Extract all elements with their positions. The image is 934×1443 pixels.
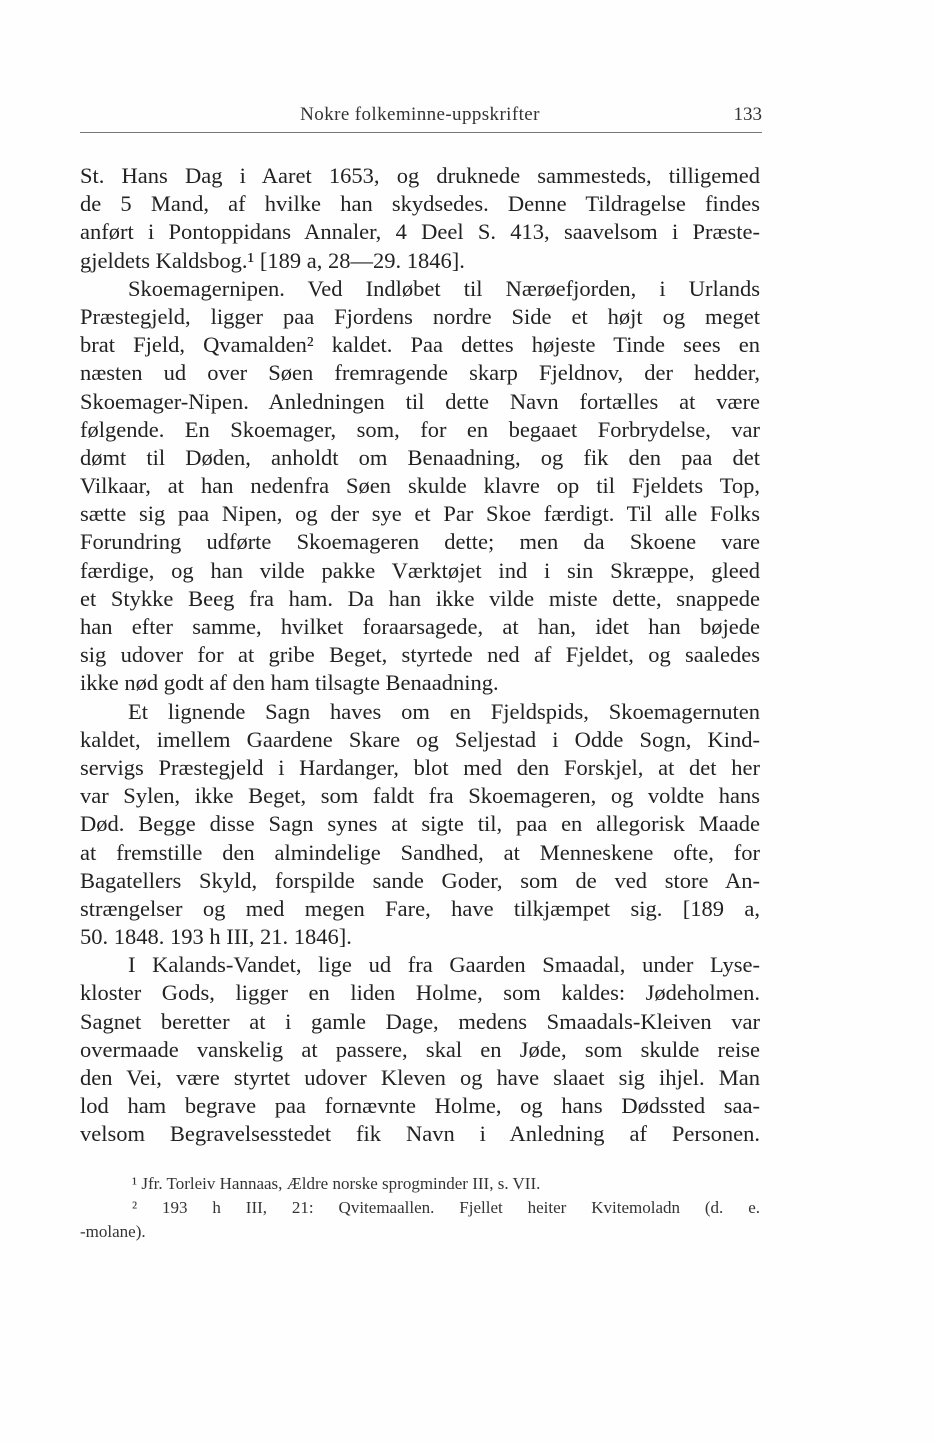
- text-line: St. Hans Dag i Aaret 1653, og druknede sammesteds, tilligemed: [80, 163, 760, 188]
- text-line: kaldet, imellem Gaardene Skare og Seljestad i Odde Sogn, Kind-: [80, 726, 760, 752]
- text-line: 50. 1848. 193 h III, 21. 1846].: [80, 924, 352, 950]
- text-line: dømt til Døden, anholdt om Benaadning, og fik den paa det: [80, 444, 760, 470]
- text-line: at fremstille den almindelige Sandhed, at Menneskene ofte, for: [80, 839, 760, 865]
- text-line: Præstegjeld, ligger paa Fjordens nordre Side et højt og meget: [80, 303, 760, 329]
- header-rule: [80, 132, 762, 133]
- footnote: ¹ Jfr. Torleiv Hannaas, Ældre norske sprogminder III, s. VII.: [132, 1174, 541, 1193]
- text-line: brat Fjeld, Qvamalden² kaldet. Paa dettes højeste Tinde sees en: [80, 332, 760, 358]
- text-line: Forundring udførte Skoemageren dette; men da Skoene vare: [80, 529, 760, 555]
- text-line: Skoemager-Nipen. Anledningen til dette Navn fortælles at være: [80, 388, 760, 414]
- body-text: [80, 162, 760, 1149]
- text-line: Vilkaar, at han nedenfra Søen skulde klavre op til Fjeldets Top,: [80, 473, 760, 499]
- text-line: sætte sig paa Nipen, og der sye et Par Skoe færdigt. Til alle Folks: [80, 501, 760, 527]
- text-line: anført i Pontoppidans Annaler, 4 Deel S. 413, saavelsom i Præste-: [80, 219, 760, 245]
- text-line: Et lignende Sagn haves om en Fjeldspids, Skoemagernuten: [128, 698, 760, 724]
- text-line: var Sylen, ikke Beget, som faldt fra Skoemageren, og voldte hans: [80, 783, 760, 809]
- text-line: Bagatellers Skyld, forspilde sande Goder, som de ved store An-: [80, 867, 760, 893]
- text-line: færdige, og han vilde pakke Værktøjet ind i sin Skræppe, gleed: [80, 557, 760, 583]
- running-head-title: Nokre folkeminne-uppskrifter: [300, 104, 540, 125]
- text-line: velsom Begravelsesstedet fik Navn i Anledning af Personen.: [80, 1121, 760, 1147]
- text-line: han efter samme, hvilket foraarsagede, at han, idet han bøjede: [80, 614, 760, 639]
- text-line: I Kalands-Vandet, lige ud fra Gaarden Smaadal, under Lyse-: [128, 952, 760, 978]
- text-line: Død. Begge disse Sagn synes at sigte til, paa en allegorisk Maade: [80, 811, 760, 837]
- text-line: overmaade vanskelig at passere, skal en Jøde, som skulde reise: [80, 1036, 760, 1062]
- text-line: Sagnet beretter at i gamle Dage, medens Smaadals-Kleiven var: [80, 1008, 760, 1034]
- footnote: ² 193 h III, 21: Qvitemaallen. Fjellet heiter Kvitemoladn (d. e.: [132, 1198, 760, 1217]
- text-line: et Stykke Beeg fra ham. Da han ikke vilde miste dette, snappede: [80, 585, 760, 611]
- text-line: gjeldets Kaldsbog.¹ [189 a, 28—29. 1846].: [80, 247, 465, 273]
- text-line: følgende. En Skoemager, som, for en begaaet Forbrydelse, var: [80, 416, 760, 442]
- text-line: ikke nød godt af den ham tilsagte Benaadning.: [80, 670, 499, 696]
- text-line: den Vei, være styrtet udover Kleven og have slaaet sig ihjel. Man: [80, 1065, 760, 1090]
- text-line: sig udover for at gribe Beget, styrtede ned af Fjeldet, og saaledes: [80, 642, 760, 668]
- text-line: servigs Præstegjeld i Hardanger, blot med den Forskjel, at det her: [80, 754, 760, 780]
- page-number: 133: [733, 104, 762, 125]
- text-line: kloster Gods, ligger en liden Holme, som kaldes: Jødeholmen.: [80, 980, 760, 1006]
- footnote-continuation: -molane).: [80, 1222, 146, 1241]
- text-line: de 5 Mand, af hvilke han skydsedes. Denne Tildragelse findes: [80, 191, 760, 217]
- footnotes: [80, 1172, 760, 1244]
- text-line: strængelser og med megen Fare, have tilkjæmpet sig. [189 a,: [80, 895, 760, 921]
- running-head: [80, 104, 760, 130]
- text-line: lod ham begrave paa fornævnte Holme, og hans Dødssted saa-: [80, 1093, 760, 1119]
- text-line-italic-lead: Skoemagernipen. Ved Indløbet til Nærøefjorden, i Urlands: [128, 275, 760, 301]
- text-line: næsten ud over Søen fremragende skarp Fjeldnov, der hedder,: [80, 360, 760, 386]
